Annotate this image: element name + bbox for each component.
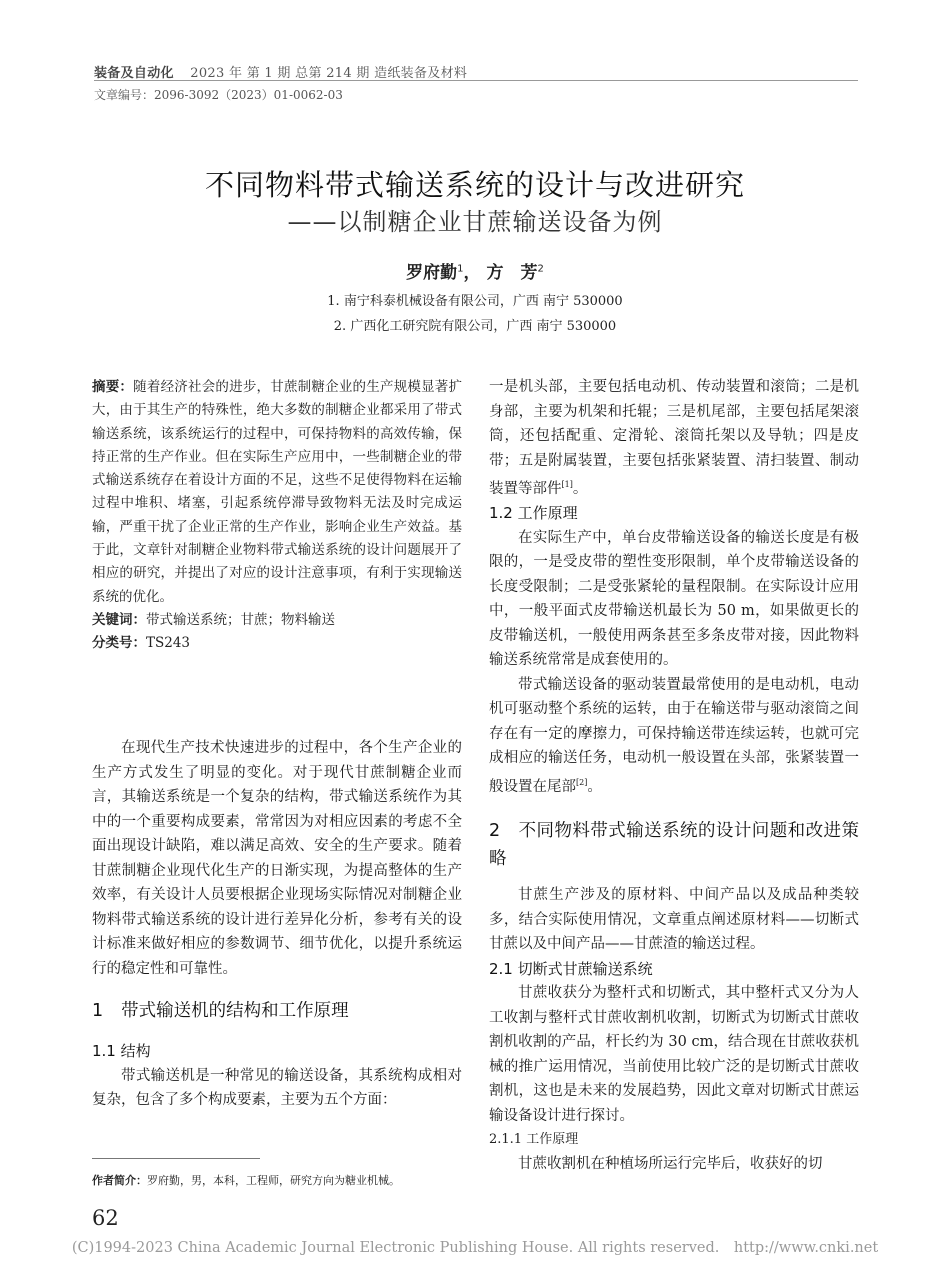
footnote-label: 作者简介： bbox=[92, 1174, 147, 1187]
paper-title: 不同物料带式输送系统的设计与改进研究 bbox=[204, 168, 745, 202]
copyright-notice: (C)1994-2023 China Academic Journal Electronic Publishing House. All rights reserved. http://www.cnki.net bbox=[71, 1240, 879, 1256]
right-column bbox=[489, 375, 859, 1177]
section-number: 1 bbox=[92, 1001, 104, 1021]
affiliation-2: 2. 广西化工研究院有限公司，广西 南宁 530000 bbox=[333, 319, 617, 334]
author-footnote bbox=[92, 1172, 400, 1188]
subsection-2-1-1-heading: 2.1.1 工作原理 bbox=[489, 1132, 579, 1148]
author-affil-mark: 1 bbox=[457, 263, 464, 275]
affiliation-1: 1. 南宁科泰机械设备有限公司，广西 南宁 530000 bbox=[327, 294, 623, 309]
abstract bbox=[92, 376, 462, 609]
keywords-text: 带式输送系统；甘蔗；物料输送 bbox=[146, 611, 335, 628]
header-rule bbox=[94, 80, 858, 81]
structure-continued bbox=[489, 375, 859, 501]
section-title: 不同物料带式输送系统的设计问题和改进策略 bbox=[489, 821, 859, 870]
journal-section: 装备及自动化 bbox=[94, 66, 174, 81]
structure-continued-text: 一是机头部，主要包括电动机、传动装置和滚筒；二是机身部，主要为机架和托辊；三是机尾部，主要包括尾架滚筒，还包括配重、定滑轮、滚筒托架以及导轨；四是皮带；五是附属装置，主要包括张紧装置、清扫装置、制动装置等部件 bbox=[489, 379, 859, 497]
principle-paragraph-2 bbox=[489, 673, 859, 799]
classification-label: 分类号： bbox=[92, 635, 146, 652]
principle-paragraph-2-text: 带式输送设备的驱动装置最常使用的是电动机，电动机可驱动整个系统的运转，由于在输送带与驱动滚筒之间存在有一定的摩擦力，可保持输送带连续运转，也就可完成相应的输送任务，电动机一般设置在头部，张紧装置一般设置在尾部 bbox=[489, 676, 859, 795]
section-title: 带式输送机的结构和工作原理 bbox=[121, 1001, 349, 1021]
issue-info: 2023 年 第 1 期 总第 214 期 造纸装备及材料 bbox=[190, 66, 468, 81]
classification-text: TS243 bbox=[146, 635, 191, 652]
author-name: 罗府勤 bbox=[406, 263, 458, 283]
footnote-text: 罗府勤，男，本科，工程师，研究方向为糖业机械。 bbox=[147, 1174, 400, 1187]
keywords-label: 关键词： bbox=[92, 611, 146, 628]
author-separator: ， bbox=[463, 263, 481, 283]
abstract-label: 摘要： bbox=[92, 379, 134, 395]
footnote-rule bbox=[92, 1158, 260, 1159]
subsection-1-1-heading: 1.1 结构 bbox=[92, 1042, 151, 1060]
intro-paragraph: 在现代生产技术快速进步的过程中，各个生产企业的生产方式发生了明显的变化。对于现代甘蔗制糖企业而言，其输送系统是一个复杂的结构，带式输送系统作为其中的一个重要构成要素，常常因为对相应因素的考虑不全面出现设计缺陷，难以满足高效、安全的生产要求。随着甘蔗制糖企业现代化生产的日渐实现，为提高整体的生产效率，有关设计人员要根据企业现场实际情况对制糖企业物料带式输送系统的设计进行差异化分析，参考有关的设计标准来做好相应的参数调节、细节优化，以提升系统运行的稳定性和可靠性。 bbox=[92, 740, 462, 977]
abstract-text: 随着经济社会的进步，甘蔗制糖企业的生产规模显著扩大，由于其生产的特殊性，绝大多数的制糖企业都采用了带式输送系统，该系统运行的过程中，可保持物料的高效传输，保持正常的生产作业。但在实际生产应用中，一些制糖企业的带式输送系统存在着设计方面的不足，这些不足使得物料在运输过程中堆积、堵塞，引起系统停滞导致物料无法及时完成运输，严重干扰了企业正常的生产作业，影响企业生产效益。基于此，文章针对制糖企业物料带式输送系统的设计问题展开了相应的研究，并提出了对应的设计注意事项，有利于实现输送系统的优化。 bbox=[92, 379, 463, 605]
subsection-1-2-heading: 1.2 工作原理 bbox=[489, 504, 578, 523]
section-1-heading bbox=[92, 997, 462, 1025]
abstract-block bbox=[92, 376, 462, 656]
classification bbox=[92, 632, 462, 655]
author-affil-mark: 2 bbox=[537, 263, 544, 275]
cut-cane-paragraph: 甘蔗收获分为整杆式和切断式，其中整杆式又分为人工收割与整杆式甘蔗收割机收割，切断式为切断式甘蔗收割机收割的产品，杆长约为 30 cm，结合现在甘蔗收获机械的推广运用情况，当前使用比较广泛的是切断式甘蔗收割机，这也是未来的发展趋势，因此文章对切断式甘蔗运输设备设计进行探讨。 bbox=[489, 985, 859, 1124]
keywords bbox=[92, 609, 462, 632]
citation-1: [1] bbox=[561, 480, 573, 489]
paper-subtitle: ——以制糖企业甘蔗输送设备为例 bbox=[287, 208, 663, 236]
section-number: 2 bbox=[489, 821, 501, 842]
section-2-heading bbox=[489, 817, 859, 873]
section-2-intro: 甘蔗生产涉及的原材料、中间产品以及成品种类较多，结合实际使用情况，文章重点阐述原材料——切断式甘蔗以及中间产品——甘蔗渣的输送过程。 bbox=[489, 887, 859, 953]
left-column bbox=[92, 736, 462, 1113]
sentence-end: 。 bbox=[587, 778, 602, 795]
article-number: 文章编号：2096-3092（2023）01-0062-03 bbox=[94, 88, 343, 102]
page-number: 62 bbox=[92, 1206, 119, 1230]
citation-2: [2] bbox=[576, 777, 588, 787]
author-list bbox=[0, 258, 950, 283]
running-header bbox=[94, 62, 467, 81]
principle-paragraph-1: 在实际生产中，单台皮带输送设备的输送长度是有极限的，一是受皮带的塑性变形限制，单个皮带输送设备的长度受限制；二是受张紧轮的量程限制。在实际设计应用中，一般平面式皮带输送机最长为 50 m，如果做更长的皮带输送机，一般使用两条甚至多条皮带对接，因此物料输送系统常常是成套使用的。 bbox=[489, 529, 859, 669]
working-principle-paragraph: 甘蔗收割机在种植场所运行完毕后，收获好的切 bbox=[518, 1156, 823, 1173]
author-name: 方 芳 bbox=[486, 263, 538, 283]
sentence-end: 。 bbox=[572, 480, 588, 497]
structure-paragraph: 带式输送机是一种常见的输送设备，其系统构成相对复杂，包含了多个构成要素，主要为五个方面： bbox=[92, 1067, 462, 1108]
subsection-2-1-heading: 2.1 切断式甘蔗输送系统 bbox=[489, 959, 653, 978]
